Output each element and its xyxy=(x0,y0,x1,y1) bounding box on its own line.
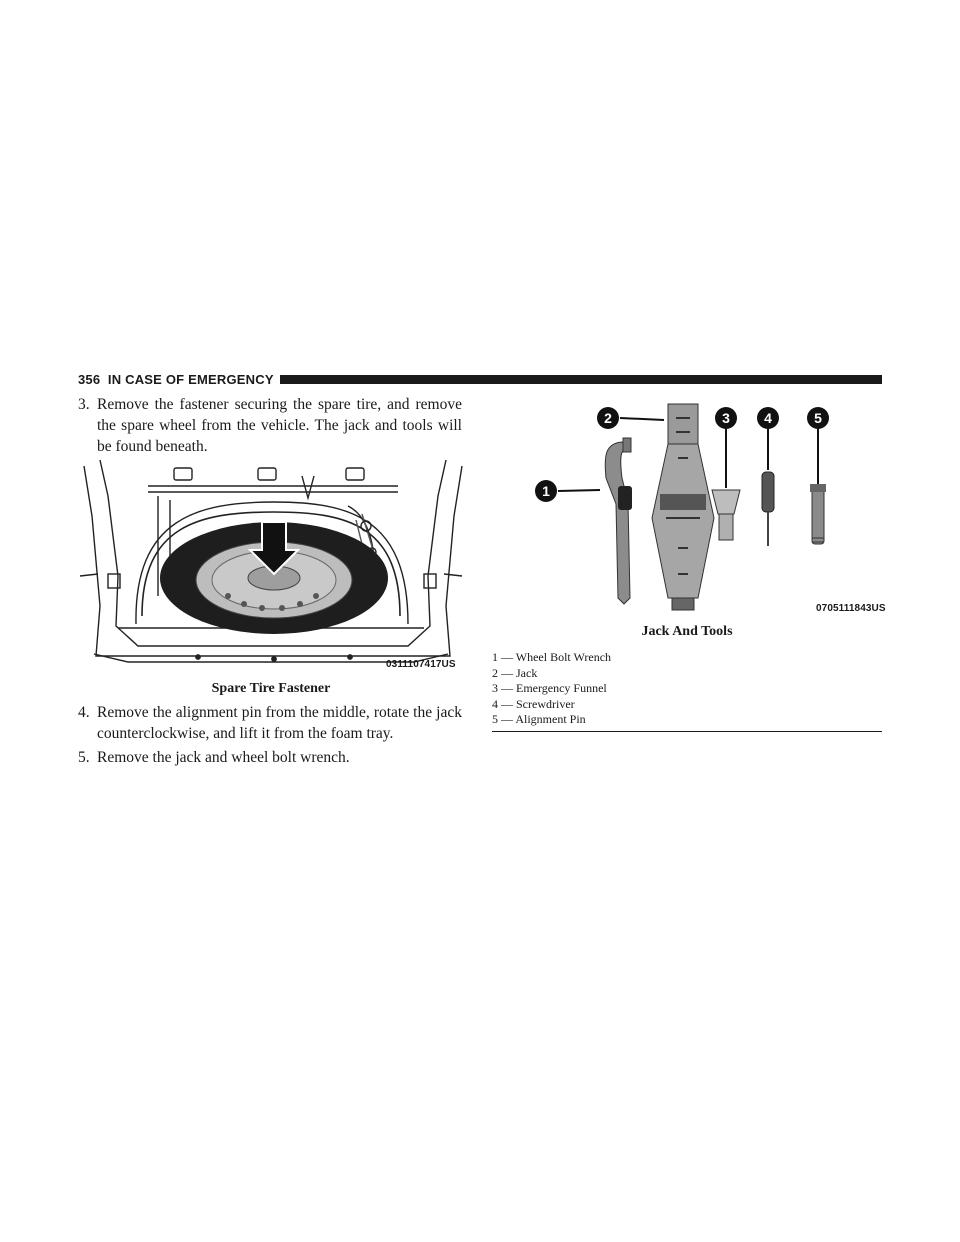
spare-tire-illustration xyxy=(78,456,464,674)
figure-code: 0705111843US xyxy=(816,603,886,614)
legend-item: 2 — Jack xyxy=(492,665,538,680)
header-label xyxy=(78,372,274,387)
step-4 xyxy=(78,702,462,744)
jack xyxy=(652,404,714,610)
wheel-bolt-wrench xyxy=(605,438,632,604)
legend-rule xyxy=(492,731,882,732)
section-title: IN CASE OF EMERGENCY xyxy=(107,371,274,387)
step-5 xyxy=(78,747,462,768)
callout-1-label: 1 xyxy=(542,483,550,499)
jack-tools-illustration xyxy=(492,398,882,620)
legend-item: 5 — Alignment Pin xyxy=(492,712,586,726)
callout-2 xyxy=(597,407,619,429)
legend-item: 3 — Emergency Funnel xyxy=(492,681,607,695)
callout-4-label: 4 xyxy=(764,410,772,426)
legend-item: 1 — Wheel Bolt Wrench xyxy=(492,650,612,664)
step-text: Remove the jack and wheel bolt wrench. xyxy=(97,749,350,766)
step-number: 4. xyxy=(78,704,90,721)
step-text: Remove the alignment pin from the middle, rotate the jack counterclockwise, and lift it from the foam tray. xyxy=(97,704,462,742)
figure-caption: Jack And Tools xyxy=(641,624,733,639)
step-number: 3. xyxy=(78,396,90,413)
step-text: Remove the fastener securing the spare tire, and remove the spare wheel from the vehicle. The jack and tools will be found beneath. xyxy=(97,396,462,455)
callout-4 xyxy=(757,407,779,429)
callout-3 xyxy=(715,407,737,429)
figure-caption: Spare Tire Fastener xyxy=(211,681,331,696)
callout-3-label: 3 xyxy=(722,410,730,426)
callout-5-label: 5 xyxy=(814,410,822,426)
figure-code: 0311107417US xyxy=(386,659,456,670)
callout-5 xyxy=(807,407,829,429)
screwdriver xyxy=(762,472,774,546)
callout-2-label: 2 xyxy=(604,410,612,426)
header-rule xyxy=(280,375,882,384)
legend-item: 4 — Screwdriver xyxy=(492,696,575,711)
page-number: 356 xyxy=(78,371,101,387)
alignment-pin xyxy=(810,484,826,544)
emergency-funnel xyxy=(712,490,740,540)
step-number: 5. xyxy=(78,749,90,766)
callout-1 xyxy=(535,480,557,502)
page-header xyxy=(78,371,882,387)
figure-legend xyxy=(492,650,882,732)
step-3 xyxy=(78,394,462,457)
